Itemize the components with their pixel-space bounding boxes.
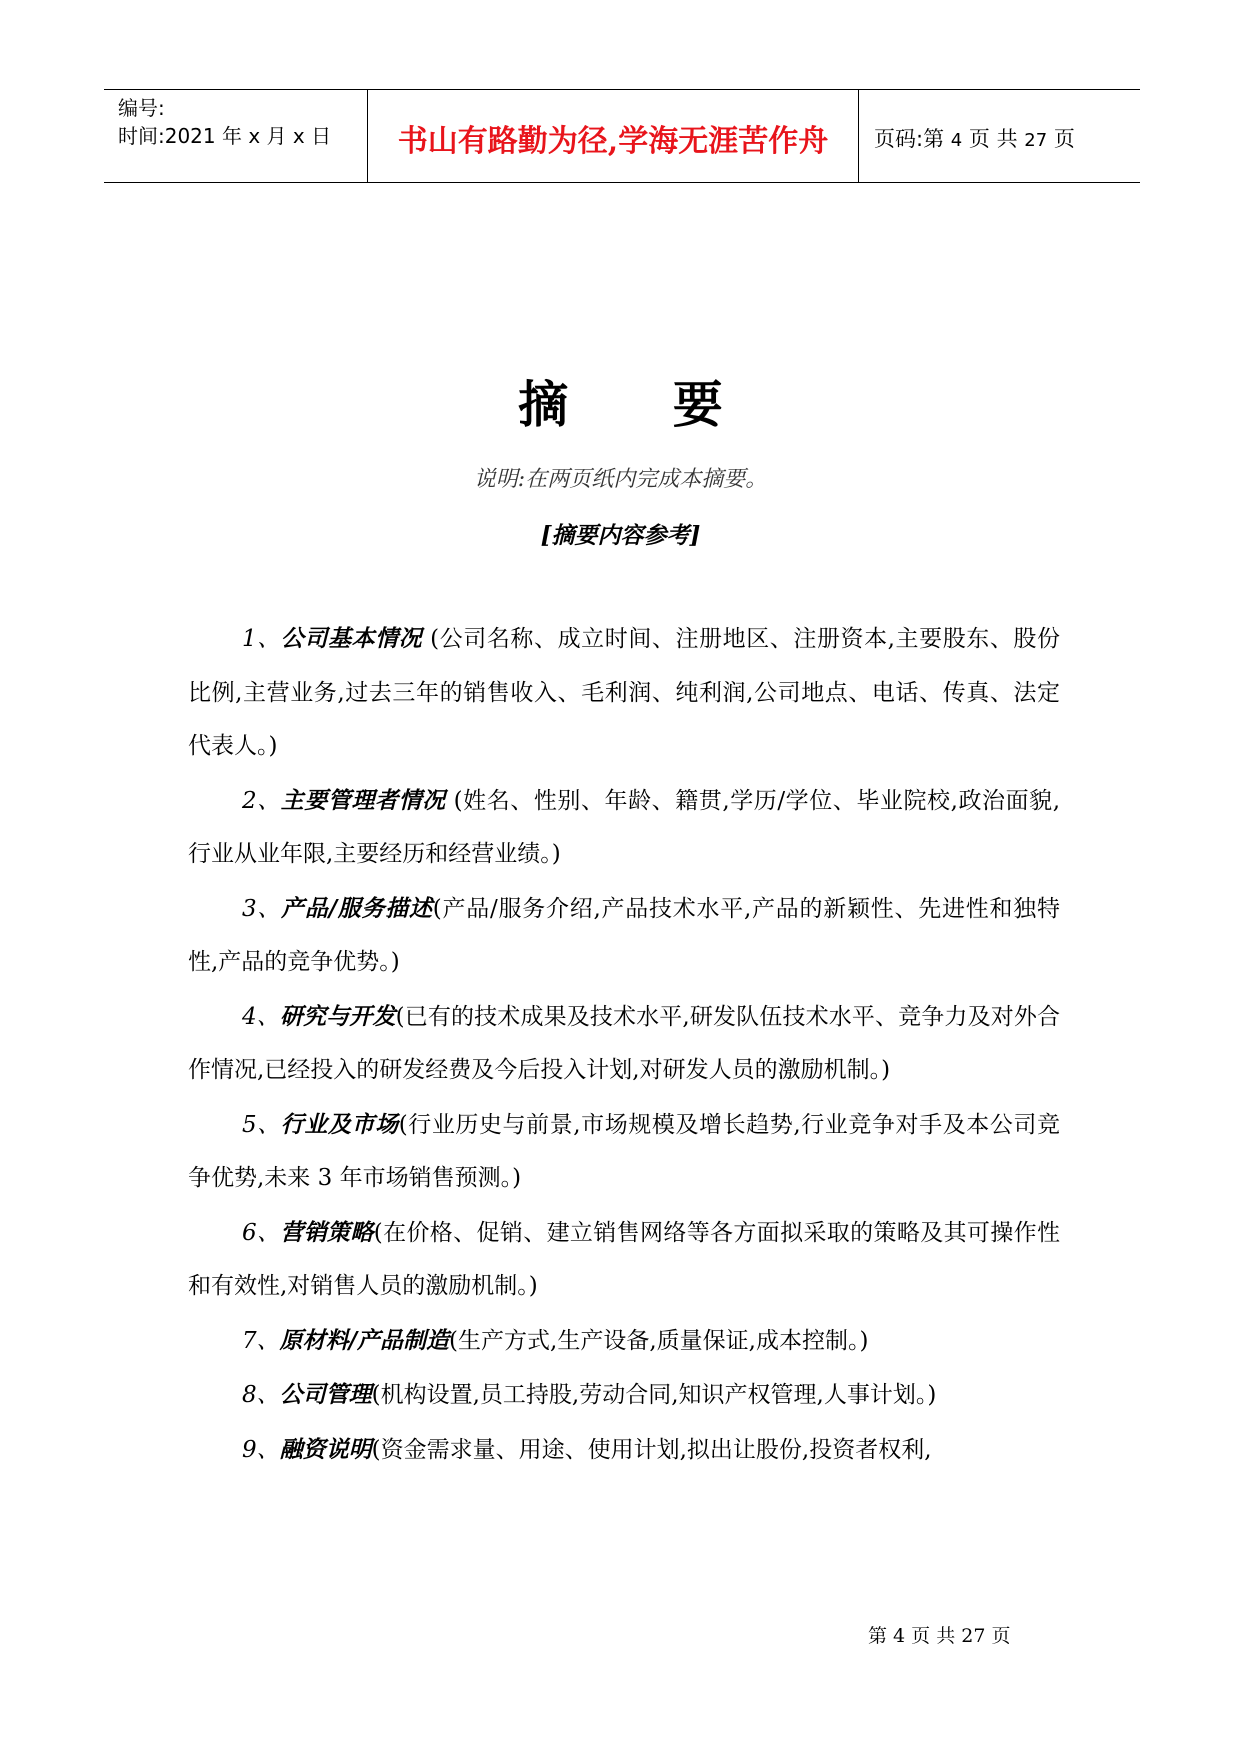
section-text: (在价格、促销、建立销售网络等各方面拟采取的策略及其可操作性和有效性,对销售人员的激励机制。): [188, 1219, 1060, 1299]
section-text: (姓名、性别、年龄、籍贯,学历/学位、毕业院校,政治面貌,行业从业年限,主要经历和经营业绩。): [188, 787, 1061, 867]
time-label: 时间:2021 年 x 月 x 日: [118, 124, 332, 148]
section-heading: 原材料/产品制造: [279, 1326, 450, 1354]
section-number: 3、: [242, 895, 282, 922]
section-heading: 产品/服务描述: [281, 894, 433, 922]
page-current: 4: [950, 130, 963, 151]
summary-content: [188, 612, 1060, 1477]
section-paragraph: [188, 1206, 1060, 1314]
section-number: 4、: [242, 1003, 280, 1030]
page-number-info: [874, 123, 1075, 153]
section-heading: 研究与开发: [279, 1002, 396, 1030]
section-paragraph: [188, 774, 1060, 882]
section-text: (已有的技术成果及技术水平,研发队伍技术水平、竞争力及对外合作情况,已经投入的研发经费及今后投入计划,对研发人员的激励机制。): [188, 1003, 1060, 1083]
section-number: 7、: [242, 1327, 280, 1354]
section-text: (机构设置,员工持股,劳动合同,知识产权管理,人事计划。): [371, 1382, 937, 1408]
section-number: 5、: [242, 1111, 281, 1138]
section-paragraph: [188, 1098, 1060, 1206]
section-text: (产品/服务介绍,产品技术水平,产品的新颖性、先进性和独特性,产品的竞争优势。): [188, 895, 1060, 975]
section-heading: 主要管理者情况: [280, 786, 446, 814]
section-paragraph: [188, 1368, 1060, 1423]
page-middle: 页 共: [962, 127, 1025, 151]
header-meta-cell: [104, 90, 368, 182]
section-heading: 公司管理: [279, 1381, 372, 1408]
page-title: 摘 要: [518, 375, 723, 434]
section-paragraph: [188, 1314, 1060, 1369]
section-number: 1、: [242, 626, 281, 652]
section-paragraph: [188, 612, 1060, 774]
header-motto-cell: [368, 90, 859, 182]
motto-text: 书山有路勤为径,学海无涯苦作舟: [397, 124, 829, 159]
page-header: [104, 89, 1140, 183]
serial-label: 编号:: [118, 96, 165, 120]
section-paragraph: [188, 1423, 1060, 1478]
section-text: (资金需求量、用途、使用计划,拟出让股份,投资者权利,: [371, 1436, 932, 1463]
section-text: (生产方式,生产设备,质量保证,成本控制。): [449, 1327, 869, 1354]
header-page-cell: [860, 90, 1140, 182]
section-text: (公司名称、成立时间、注册地区、注册资本,主要股东、股份比例,主营业务,过去三年的销售收入、毛利润、纯利润,公司地点、电话、传真、法定代表人。): [188, 626, 1060, 759]
section-number: 9、: [242, 1436, 280, 1463]
section-heading: 营销策略: [280, 1218, 374, 1246]
section-heading: 融资说明: [279, 1435, 372, 1463]
section-heading: 行业及市场: [280, 1110, 399, 1138]
section-paragraph: [188, 882, 1060, 990]
section-number: 2、: [242, 787, 281, 814]
instruction-note: 说明:在两页纸内完成本摘要。: [473, 467, 768, 492]
page-suffix: 页: [1047, 127, 1075, 151]
reference-subtitle: [摘要内容参考]: [540, 522, 701, 549]
page-prefix: 页码:第: [874, 127, 951, 151]
section-text: (行业历史与前景,市场规模及增长趋势,行业竞争对手及本公司竞争优势,未来 3 年市场销售预测。): [188, 1111, 1060, 1191]
section-paragraph: [188, 990, 1060, 1098]
page-total: 27: [1024, 130, 1048, 151]
section-heading: 公司基本情况: [280, 625, 423, 652]
page-footer: 第 4 页 共 27 页: [868, 1625, 1011, 1647]
section-number: 6、: [242, 1219, 281, 1246]
section-number: 8、: [242, 1382, 280, 1408]
